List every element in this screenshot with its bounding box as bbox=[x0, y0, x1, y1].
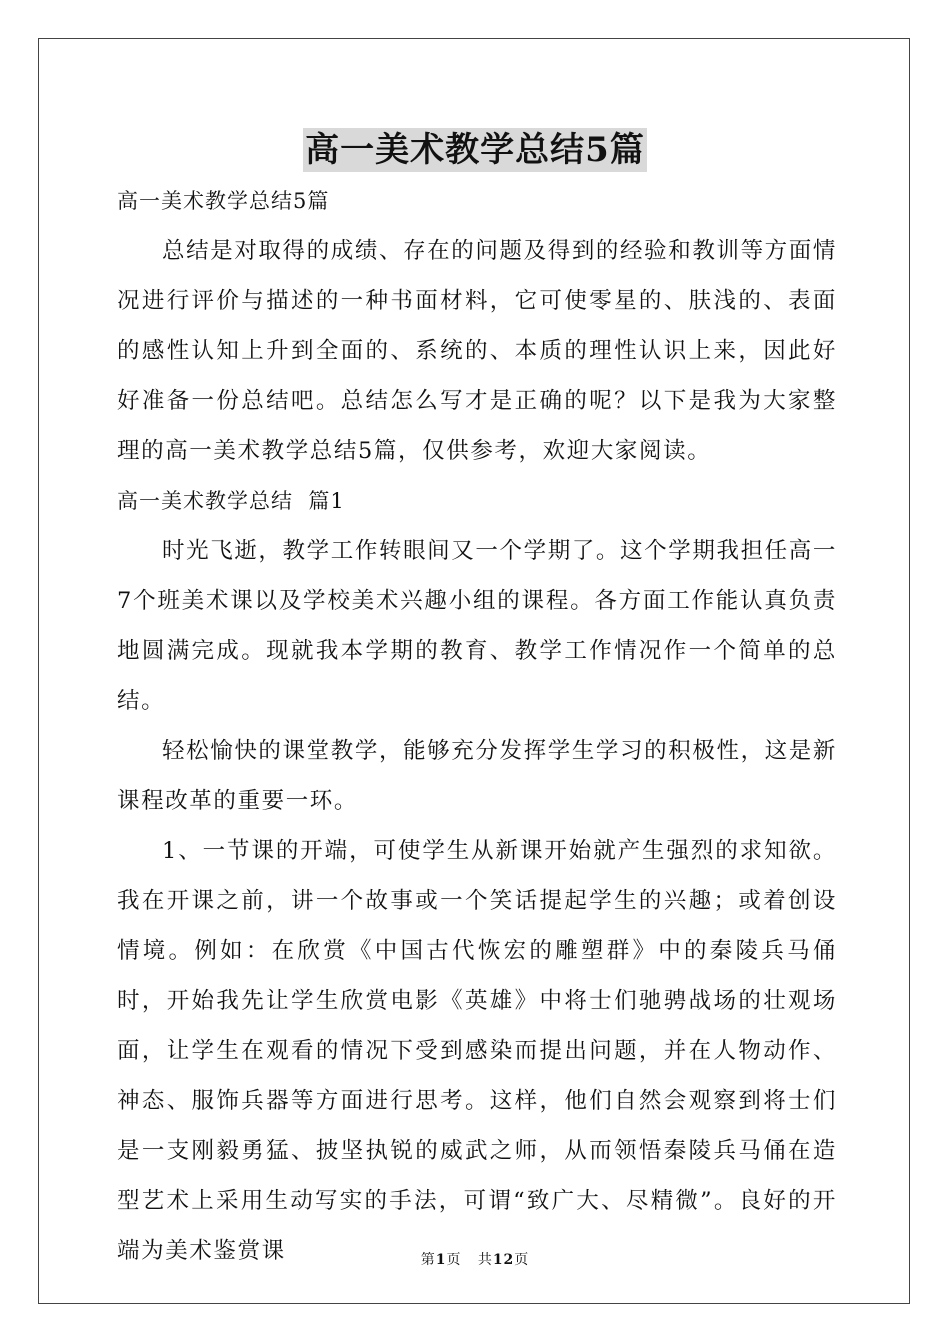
section-heading: 高一美术教学总结 篇1 bbox=[117, 489, 345, 513]
section-paragraph-2: 轻松愉快的课堂教学，能够充分发挥学生学习的积极性，这是新课程改革的重要一环。 bbox=[117, 738, 837, 814]
total-prefix: 共 bbox=[477, 1252, 493, 1268]
page-suffix: 页 bbox=[446, 1252, 462, 1268]
intro-paragraph: 总结是对取得的成绩、存在的问题及得到的经验和教训等方面情况进行评价与描述的一种书面材料，它可使零星的、肤浅的、表面的感性认知上升到全面的、系统的、本质的理性认识上来，因此好好准备一份总结吧。总结怎么写才是正确的呢？以下是我为大家整理的高一美术教学总结5篇，仅供参考，欢迎大家阅读。 bbox=[117, 238, 837, 464]
page-footer bbox=[0, 1249, 950, 1269]
document-body bbox=[117, 176, 837, 1276]
document-heading: 高一美术教学总结5篇 bbox=[117, 189, 330, 213]
document-title: 高一美术教学总结5篇 bbox=[305, 130, 645, 170]
page-number: 1 bbox=[435, 1252, 447, 1268]
document-title-container bbox=[0, 128, 950, 172]
section-paragraph-3: 1、一节课的开端，可使学生从新课开始就产生强烈的求知欲。我在开课之前，讲一个故事或一个笑话提起学生的兴趣；或着创设情境。例如：在欣赏《中国古代恢宏的雕塑群》中的秦陵兵马俑时，开始我先让学生欣赏电影《英雄》中将士们驰骋战场的壮观场面，让学生在观看的情况下受到感染而提出问题，并在人物动作、神态、服饰兵器等方面进行思考。这样，他们自然会观察到将士们是一支刚毅勇猛、披坚执锐的威武之师，从而领悟秦陵兵马俑在造型艺术上采用生动写实的手法，可谓“致广大、尽精微”。良好的开端为美术鉴赏课 bbox=[117, 838, 837, 1264]
total-pages: 12 bbox=[492, 1252, 515, 1268]
section-paragraph-1: 时光飞逝，教学工作转眼间又一个学期了。这个学期我担任高一7个班美术课以及学校美术兴趣小组的课程。各方面工作能认真负责地圆满完成。现就我本学期的教育、教学工作情况作一个简单的总结。 bbox=[117, 538, 837, 714]
total-suffix: 页 bbox=[514, 1252, 530, 1268]
page-prefix: 第 bbox=[420, 1252, 436, 1268]
